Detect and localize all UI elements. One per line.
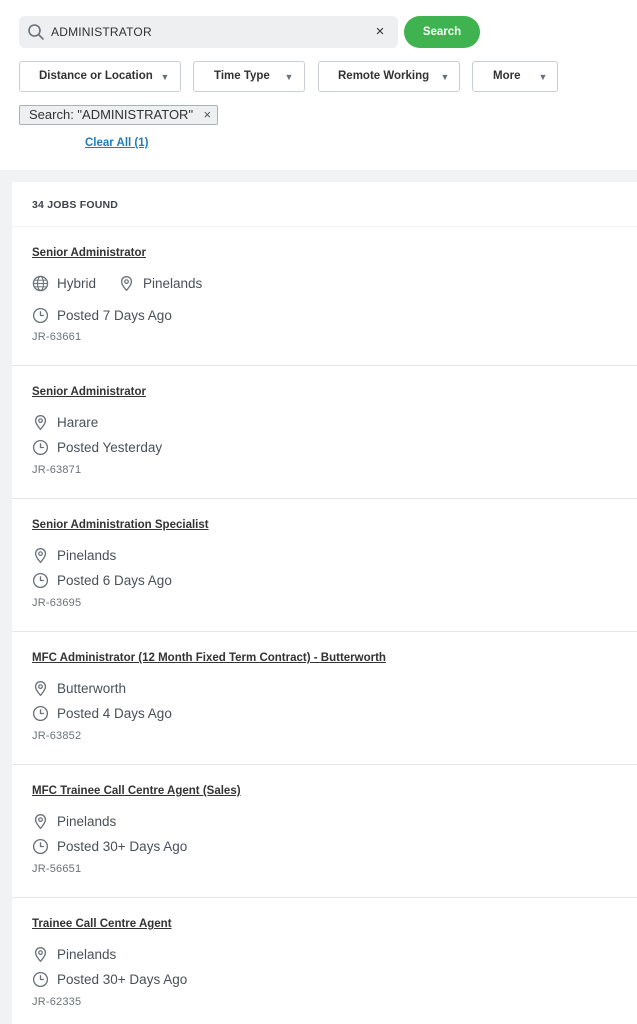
caret-down-icon: ▼: [538, 72, 548, 82]
job-location: Butterworth: [57, 680, 127, 696]
posted-date: Posted 30+ Days Ago: [57, 838, 188, 854]
posted-date: Posted 4 Days Ago: [57, 705, 172, 721]
location-pin-icon: [32, 680, 49, 697]
caret-down-icon: ▼: [440, 72, 450, 82]
job-req-id: JR-56651: [32, 863, 82, 875]
clock-icon: [32, 439, 49, 456]
filter-label: Remote Working: [338, 70, 430, 82]
results-panel: [12, 182, 637, 1024]
job-title-link[interactable]: MFC Administrator (12 Month Fixed Term Contract) - Butterworth: [32, 652, 386, 664]
job-posted-row: [32, 305, 172, 325]
job-meta-row: [32, 273, 202, 293]
filter-distance-or-location[interactable]: [19, 61, 181, 92]
job-posted-row: [32, 437, 162, 457]
job-req-id: JR-63661: [32, 331, 82, 343]
job-meta-row: [32, 944, 116, 964]
filter-remote-working[interactable]: [318, 61, 460, 92]
search-icon: [27, 23, 45, 41]
location-pin-icon: [32, 414, 49, 431]
clear-all-link[interactable]: Clear All (1): [85, 137, 149, 149]
job-req-id: JR-63695: [32, 597, 82, 609]
location-pin-icon: [32, 813, 49, 830]
job-title-link[interactable]: Senior Administrator: [32, 247, 146, 259]
clock-icon: [32, 971, 49, 988]
posted-date: Posted 6 Days Ago: [57, 572, 172, 588]
filter-more[interactable]: [472, 61, 558, 92]
job-meta-row: [32, 545, 116, 565]
clock-icon: [32, 838, 49, 855]
search-button[interactable]: Search: [404, 16, 480, 48]
filter-label: Time Type: [214, 70, 270, 82]
clear-search-icon[interactable]: ×: [375, 23, 385, 40]
remove-filter-icon[interactable]: ×: [203, 107, 212, 122]
job-meta-row: [32, 412, 98, 432]
remote-type: Hybrid: [57, 275, 97, 291]
search-input[interactable]: [19, 16, 398, 48]
clock-icon: [32, 705, 49, 722]
job-list-item: [12, 499, 637, 632]
job-posted-row: [32, 703, 172, 723]
job-req-id: JR-62335: [32, 996, 82, 1008]
caret-down-icon: ▼: [284, 72, 294, 82]
location-pin-icon: [32, 946, 49, 963]
search-query-text[interactable]: ADMINISTRATOR: [51, 25, 152, 39]
job-posted-row: [32, 836, 187, 856]
job-location: Harare: [57, 414, 99, 430]
job-posted-row: [32, 570, 172, 590]
job-title-link[interactable]: Trainee Call Centre Agent: [32, 918, 172, 930]
clock-icon: [32, 572, 49, 589]
filter-label: Distance or Location: [39, 70, 153, 82]
active-filter-chip: [19, 105, 218, 125]
job-list-item: [12, 898, 637, 1024]
job-list-item: [12, 632, 637, 765]
job-posted-row: [32, 969, 187, 989]
job-location: Pinelands: [143, 275, 203, 291]
job-req-id: JR-63852: [32, 730, 82, 742]
caret-down-icon: ▼: [160, 72, 170, 82]
posted-date: Posted 30+ Days Ago: [57, 971, 188, 987]
clock-icon: [32, 307, 49, 324]
job-title-link[interactable]: Senior Administrator: [32, 386, 146, 398]
posted-date: Posted Yesterday: [57, 439, 163, 455]
location-pin-icon: [32, 547, 49, 564]
job-meta-row: [32, 678, 126, 698]
location-pin-icon: [118, 275, 135, 292]
job-title-link[interactable]: MFC Trainee Call Centre Agent (Sales): [32, 785, 241, 797]
filter-time-type[interactable]: [193, 61, 305, 92]
chip-label: Search: "ADMINISTRATOR": [29, 107, 194, 122]
filter-label: More: [493, 70, 521, 82]
posted-date: Posted 7 Days Ago: [57, 307, 172, 323]
job-list-item: [12, 366, 637, 499]
job-location: Pinelands: [57, 946, 117, 962]
job-list-item: [12, 765, 637, 898]
job-meta-row: [32, 811, 116, 831]
job-list-item: [12, 227, 637, 366]
job-title-link[interactable]: Senior Administration Specialist: [32, 519, 209, 531]
globe-icon: [32, 275, 49, 292]
job-location: Pinelands: [57, 813, 117, 829]
jobs-found-count: 34 JOBS FOUND: [32, 199, 119, 211]
search-header: [0, 0, 637, 170]
job-location: Pinelands: [57, 547, 117, 563]
job-req-id: JR-63871: [32, 464, 82, 476]
